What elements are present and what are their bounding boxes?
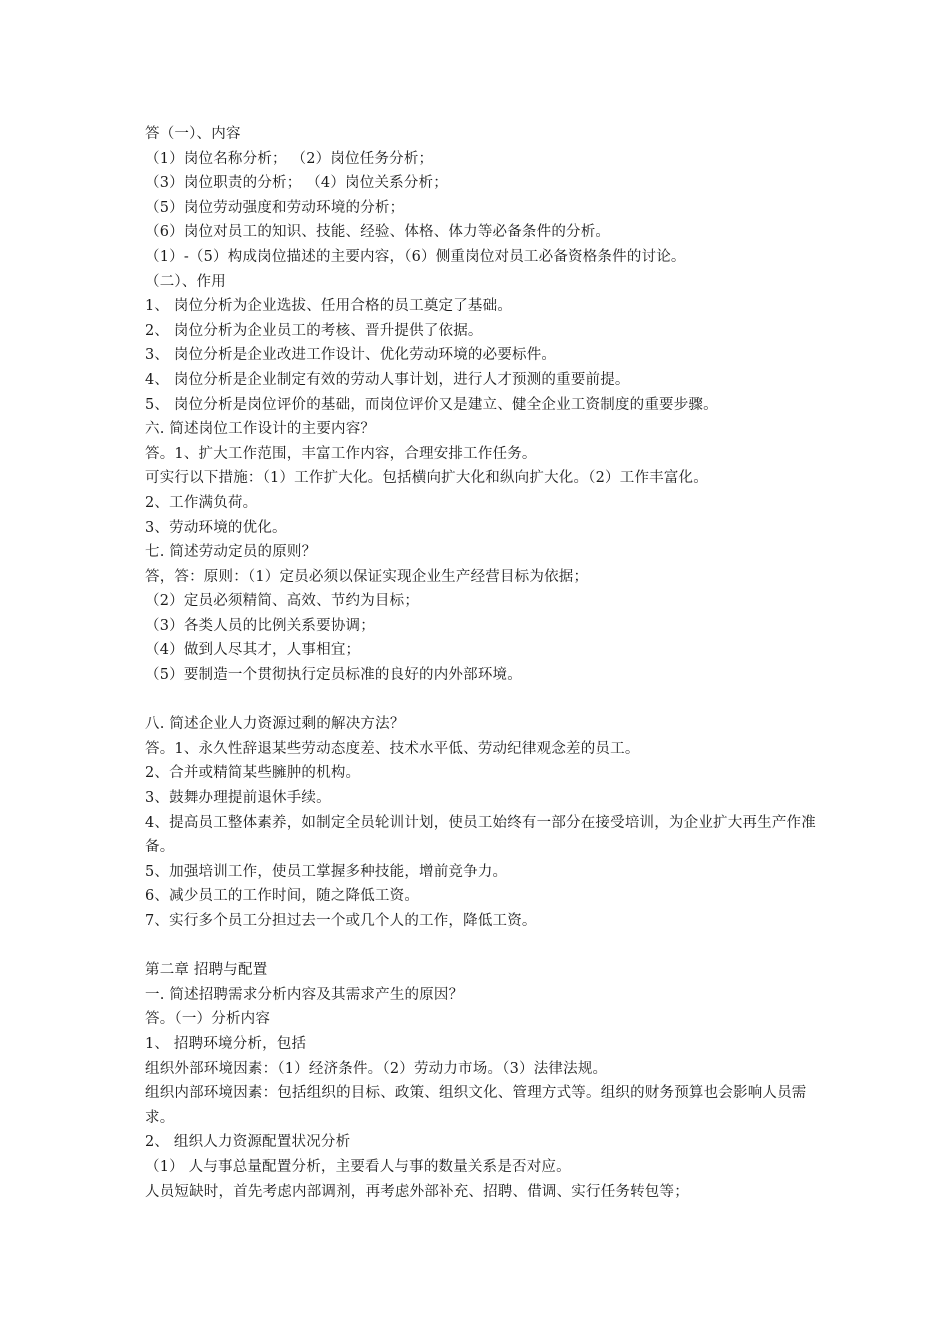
text-line: 4、 岗位分析是企业制定有效的劳动人事计划，进行人才预测的重要前提。: [145, 371, 630, 388]
text-line: 3、鼓舞办理提前退休手续。: [145, 790, 331, 807]
text-line: （2）定员必须精简、高效、节约为目标；: [145, 593, 420, 610]
text-line: 组织外部环境因素：（1）经济条件。（2）劳动力市场。（3）法律法规。: [145, 1060, 608, 1077]
text-line: （5）要制造一个贯彻执行定员标准的良好的内外部环境。: [145, 667, 522, 684]
text-line: 2、合并或精简某些臃肿的机构。: [145, 765, 361, 782]
chapter-heading: 第二章 招聘与配置: [145, 962, 268, 979]
text-line: 2、工作满负荷。: [145, 494, 258, 511]
text-line: 2、 组织人力资源配置状况分析: [145, 1134, 351, 1151]
text-line: 6、减少员工的工作时间，随之降低工资。: [145, 888, 420, 905]
text-line: （6）岗位对员工的知识、技能、经验、体格、体力等必备条件的分析。: [145, 224, 611, 241]
blank-line: [145, 688, 825, 713]
text-line: （3）各类人员的比例关系要协调；: [145, 617, 375, 634]
text-line: 答。（一）分析内容: [145, 1011, 271, 1028]
blank-line: [145, 934, 825, 959]
text-line: （1）岗位名称分析； （2）岗位任务分析；: [145, 150, 434, 167]
text-line: 答（一）、内容: [145, 126, 241, 142]
text-line: 1、 招聘环境分析，包括: [145, 1035, 307, 1052]
text-line: （5）岗位劳动强度和劳动环境的分析；: [145, 199, 405, 216]
text-line: （1） 人与事总量配置分析，主要看人与事的数量关系是否对应。: [145, 1158, 571, 1175]
section-heading: 一. 简述招聘需求分析内容及其需求产生的原因？: [145, 986, 464, 1003]
text-line: 7、实行多个员工分担过去一个或几个人的工作，降低工资。: [145, 913, 537, 929]
text-line: 答，答：原则：（1）定员必须以保证实现企业生产经营目标为依据；: [145, 568, 589, 585]
document-body: [145, 122, 825, 1204]
text-line: 答。1、扩大工作范围，丰富工作内容，合理安排工作任务。: [145, 445, 537, 462]
text-paragraph: 4、提高员工整体素养，如制定全员轮训计划，使员工始终有一部分在接受培训，为企业扩大再生产作准备。: [145, 814, 816, 856]
text-line: 答。1、永久性辞退某些劳动态度差、技术水平低、劳动纪律观念差的员工。: [145, 740, 640, 757]
text-line: 1、 岗位分析为企业选拔、任用合格的员工奠定了基础。: [145, 298, 513, 315]
text-line: 3、 岗位分析是企业改进工作设计、优化劳动环境的必要标件。: [145, 347, 557, 364]
text-line: 3、劳动环境的优化。: [145, 519, 287, 536]
section-heading: 七. 简述劳动定员的原则？: [145, 544, 317, 561]
section-heading: 八. 简述企业人力资源过剩的解决方法？: [145, 716, 405, 733]
text-line: 5、加强培训工作，使员工掌握多种技能，增前竞争力。: [145, 863, 508, 880]
text-line: 2、 岗位分析为企业员工的考核、晋升提供了依据。: [145, 322, 483, 339]
text-line: （二）、作用: [145, 273, 226, 290]
text-line: 5、 岗位分析是岗位评价的基础，而岗位评价又是建立、健全企业工资制度的重要步骤。: [145, 396, 718, 413]
text-paragraph: 组织内部环境因素：包括组织的目标、政策、组织文化、管理方式等。组织的财务预算也会影响人员需求。: [145, 1085, 807, 1126]
text-line: 可实行以下措施：（1）工作扩大化。包括横向扩大化和纵向扩大化。（2）工作丰富化。: [145, 470, 708, 487]
text-line: （3）岗位职责的分析； （4）岗位关系分析；: [145, 175, 448, 192]
section-heading: 六. 简述岗位工作设计的主要内容？: [145, 421, 376, 438]
text-line: （4）做到人尽其才，人事相宜；: [145, 642, 361, 659]
text-line: （1）-（5）构成岗位描述的主要内容，（6）侧重岗位对员工必备资格条件的讨论。: [145, 248, 686, 265]
text-line: 人员短缺时，首先考虑内部调剂，再考虑外部补充、招聘、借调、实行任务转包等；: [145, 1183, 689, 1200]
